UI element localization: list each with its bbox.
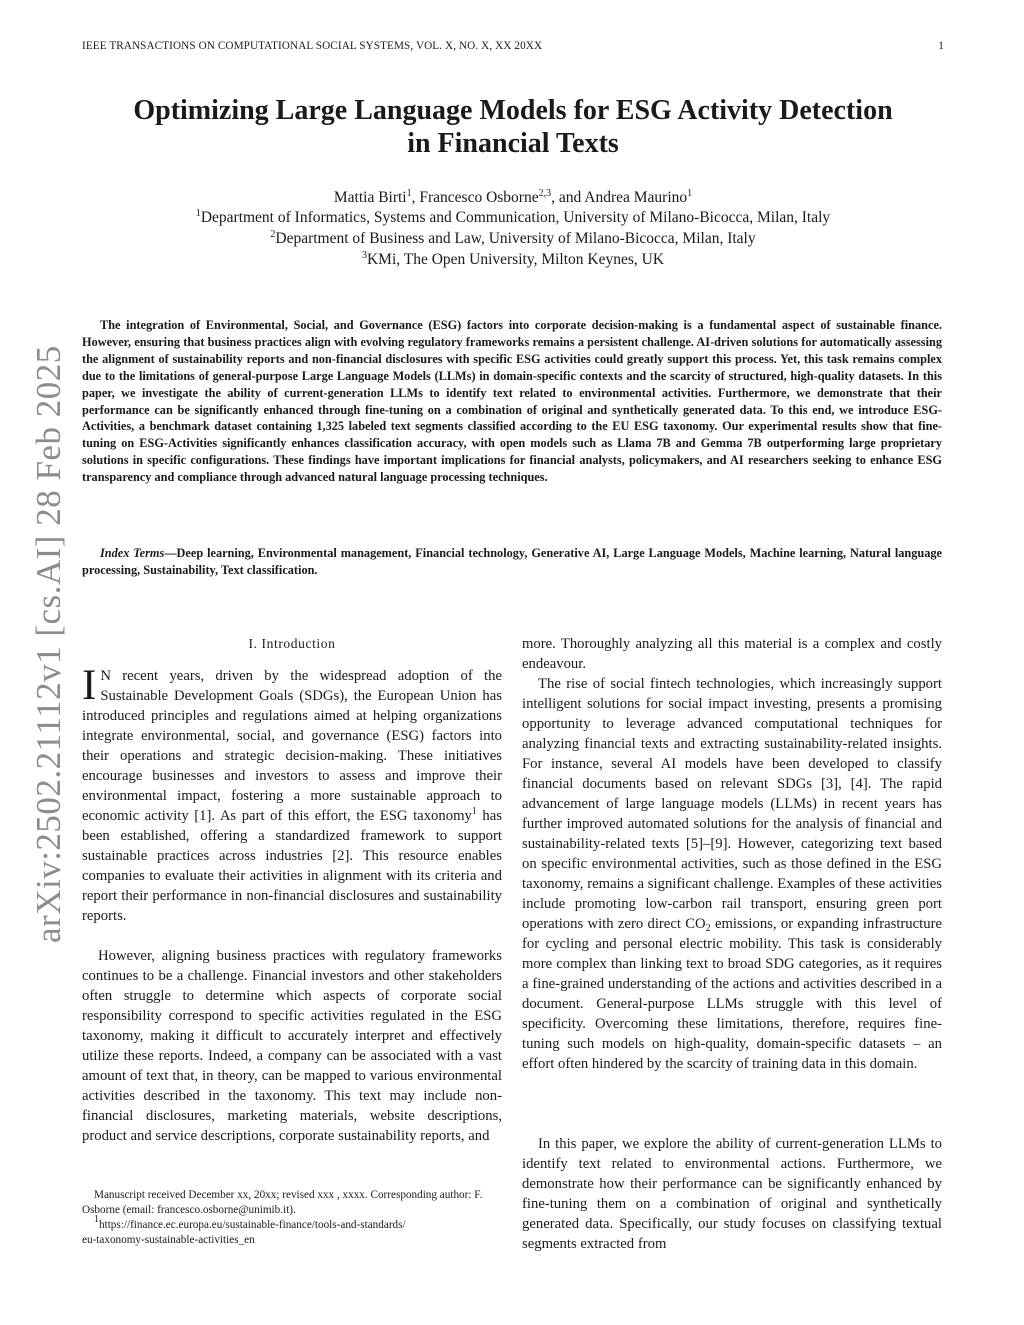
affiliation-3: $^3$KMi, The Open University, Milton Keynes, UK: [361, 250, 665, 268]
right-col-paragraph-1: The rise of social fintech technologies, which increasingly support intelligent solutions for social impact investing, presents a promising opportunity to leverage advanced computational techniques for analyzing financial texts and extracting sustainability-related insights. For instance, several AI models have been developed to classify financial documents based on relevant SDGs [3], [4]. The rapid advancement of large language models (LLMs) in recent years has further improved automated solutions for the analysis of financial and sustainability-related texts [5]–[9]. However, categorizing text based on specific environmental activities, such as those defined in the ESG taxonomy, remains a significant challenge. Examples of these activities include promoting low-carbon rail transport, ensuring green port operations with zero direct $CO_2$ emissions, or expanding infrastructure for cycling and personal electric mobility. This task is considerably more complex than linking text to broad SDG categories, as it requires a fine-grained understanding of the actions and activities described in a document. General-purpose LLMs struggle with this level of specificity. Overcoming these limitations, therefore, requires fine-tuning such models on high-quality, domain-specific datasets – an effort often hindered by the scarcity of training data in this domain.: [522, 676, 943, 1072]
running-head: [82, 40, 944, 52]
journal-name: IEEE TRANSACTIONS ON COMPUTATIONAL SOCIAL SYSTEMS, VOL. X, NO. X, XX 20XX: [82, 40, 543, 52]
author-birti: Mattia Birti: [333, 189, 407, 206]
footnote-1-link-cont[interactable]: eu-taxonomy-sustainable-activities_en: [82, 1234, 255, 1246]
index-terms-text: Deep learning, Environmental management, Financial technology, Generative AI, Large Language Models, Machine learning, Natural language processing, Sustainability, Text classification.: [82, 546, 942, 577]
footnote-1: $^1$https://finance.ec.europa.eu/sustainable-finance/tools-and-standards/: [94, 1214, 406, 1231]
footnotes: [82, 1188, 502, 1248]
manuscript-note: Manuscript received December xx, 20xx; revised xxx , xxxx. Corresponding author: F. Osborne (email: francesco.osborne@unimib.it).: [82, 1189, 483, 1216]
right-col-paragraph-0: more. Thoroughly analyzing all this material is a complex and costly endeavour.: [522, 636, 942, 672]
title-line-2: in Financial Texts: [407, 128, 619, 159]
section-heading-introduction: I. Introduction: [248, 636, 336, 651]
affiliation-2: $^2$Department of Business and Law, University of Milano-Bicocca, Milan, Italy: [270, 229, 756, 247]
intro-paragraph-1: I N recent years, driven by the widespread adoption of the Sustainable Development Goals (SDGs), the European Union has introduced principles and regulations aimed at helping organizations integrate environmental, social, and governance (ESG) factors into their operations and strategic decision-making. These initiatives encourage businesses and investors to assess and improve their environmental impact, fostering a more sustainable approach to economic activity [1]. As part of this effort, the ESG taxonomy$^1$ has been established, offering a standardized framework to support sustainable practices across industries [2]. This resource enables companies to evaluate their activities in alignment with its criteria and report their performance in non-financial disclosures and sustainability reports.: [82, 662, 502, 924]
index-terms: Index Terms—Deep learning, Environmental management, Financial technology, Generative AI, Large Language Models, Machine learning, Natural language processing, Sustainability, Text classification.: [82, 546, 942, 577]
abstract: The integration of Environmental, Social, and Governance (ESG) factors into corporate decision-making is a fundamental aspect of sustainable finance. However, ensuring that business practices align with evolving regulatory frameworks remains a persistent challenge. AI-driven solutions for automatically assessing the alignment of sustainability reports and non-financial disclosures with specific ESG activities could greatly support this process. Yet, this task remains complex due to the limitations of general-purpose Large Language Models (LLMs) in domain-specific contexts and the scarcity of structured, high-quality datasets. In this paper, we investigate the ability of current-generation LLMs to identify text related to environmental activities. Furthermore, we demonstrate that their performance can be significantly enhanced through fine-tuning on a combination of original and synthetically generated data. To this end, we introduce ESG-Activities, a benchmark dataset containing 1,325 labeled text segments classified according to the EU ESG taxonomy. Our experimental results show that fine-tuning on ESG-Activities significantly enhances classification accuracy, with open models such as Llama 7B and Gemma 7B outperforming large proprietary solutions in specific configurations. These findings have important implications for financial analysts, policymakers, and AI researchers seeking to enhance ESG transparency and compliance through advanced natural language processing techniques.: [82, 318, 942, 485]
footnote-1-link[interactable]: https://finance.ec.europa.eu/sustainable-finance/tools-and-standards/: [99, 1219, 406, 1231]
intro-paragraph-2: However, aligning business practices with regulatory frameworks continues to be a challenge. Financial investors and other stakeholders often struggle to determine which aspects of corporate social responsibility correspond to specific activities regulated in the ESG taxonomy, making it difficult to accurately interpret and effectively utilize these reports. Indeed, a company can be associated with a vast amount of text that, in theory, can be mapped to various environmental activities described in the taxonomy. This text may include non-financial disclosures, marketing materials, website descriptions, product and service descriptions, corporate sustainability reports, and: [82, 948, 502, 1144]
author-osborne: , Francesco Osborne: [411, 189, 539, 206]
right-col-paragraph-2: In this paper, we explore the ability of current-generation LLMs to identify text related to environmental actions. Furthermore, we demonstrate how their performance can be significantly enhanced by fine-tuning them on a combination of original and synthetically generated data. Specifically, our study focuses on classifying textual segments extracted from: [522, 1136, 942, 1252]
author-maurino: , and Andrea Maurino: [551, 189, 688, 206]
author-list: Mattia Birti$^1$, Francesco Osborne$^{2,3}$, and Andrea Maurino$^1$: [333, 188, 693, 206]
arxiv-stamp: arXiv:2502.21112v1 [cs.AI] 28 Feb 2025: [29, 345, 68, 943]
page-number: 1: [938, 40, 944, 52]
paper-title: [82, 94, 944, 160]
title-line-1: Optimizing Large Language Models for ESG Activity Detection: [133, 95, 893, 126]
drop-cap: I: [82, 662, 97, 709]
index-terms-label: Index Terms: [100, 546, 165, 560]
affiliation-1: $^1$Department of Informatics, Systems and Communication, University of Milano-Bicocca, Milan, Italy: [195, 208, 831, 226]
